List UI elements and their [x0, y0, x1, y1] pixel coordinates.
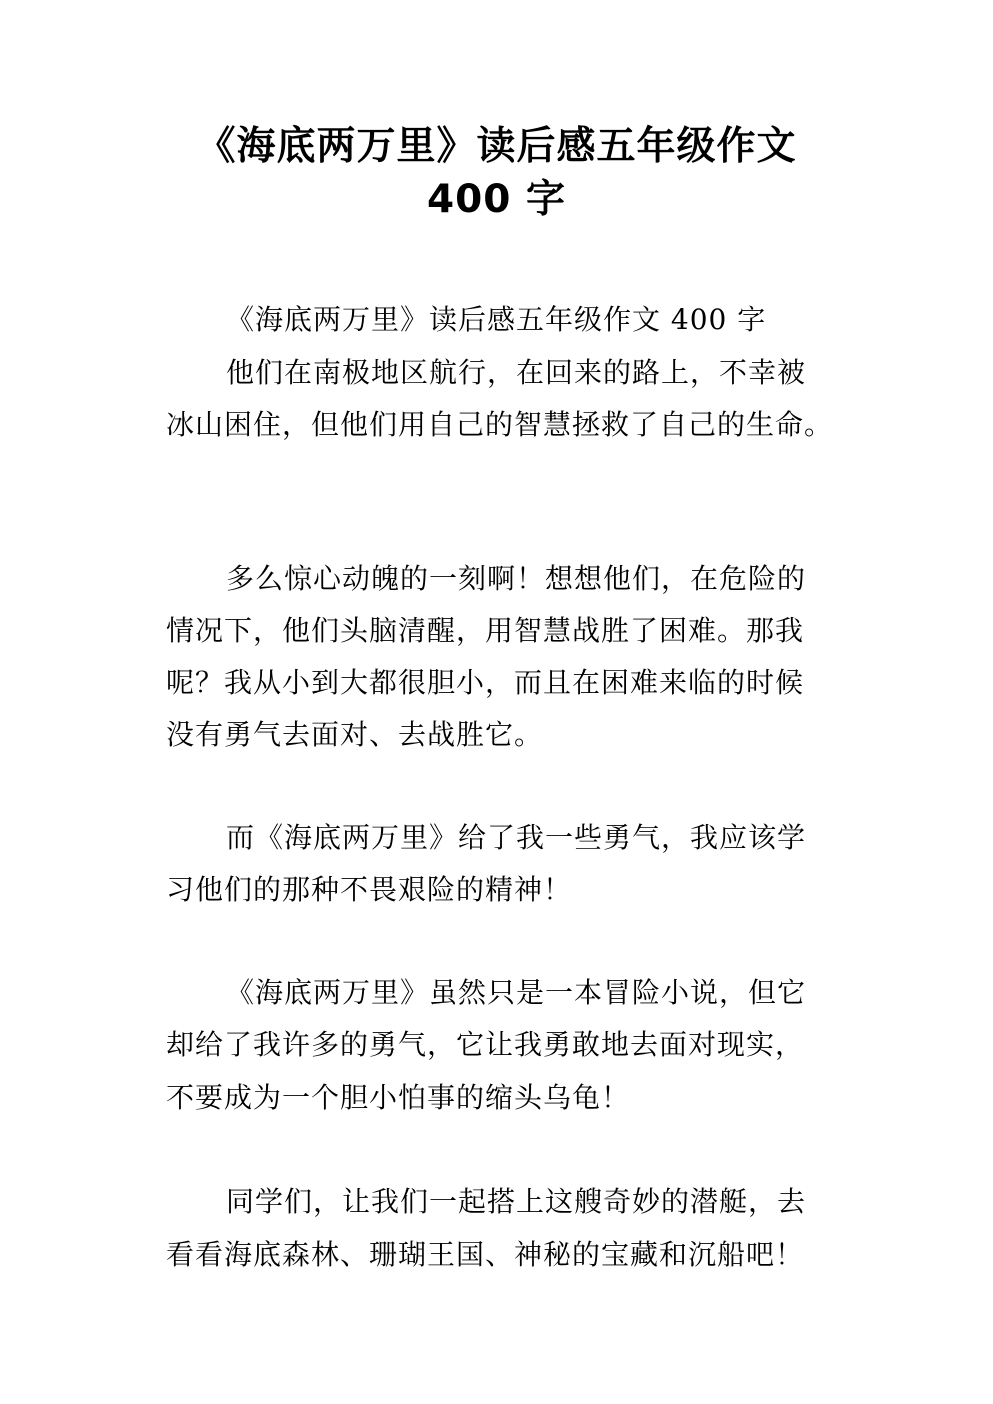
paragraph-3-line-2: 习他们的那种不畏艰险的精神！ — [166, 873, 573, 906]
paragraph-1-line-1: 他们在南极地区航行，在回来的路上，不幸被 — [226, 356, 807, 389]
paragraph-5-line-2: 看看海底森林、珊瑚王国、神秘的宝藏和沉船吧！ — [166, 1238, 805, 1271]
paragraph-2-line-4: 没有勇气去面对、去战胜它。 — [166, 718, 544, 751]
paragraph-2-line-3: 呢？我从小到大都很胆小，而且在困难来临的时候 — [166, 666, 805, 699]
document-title-line-2: 400 字 — [427, 177, 566, 222]
paragraph-1-line-2: 冰山困住，但他们用自己的智慧拯救了自己的生命。 — [166, 408, 834, 441]
paragraph-4-line-1: 《海底两万里》虽然只是一本冒险小说，但它 — [226, 976, 807, 1009]
paragraph-3-line-1: 而《海底两万里》给了我一些勇气，我应该学 — [226, 821, 807, 854]
subtitle-line: 《海底两万里》读后感五年级作文 400 字 — [226, 303, 767, 336]
paragraph-4-line-3: 不要成为一个胆小怕事的缩头乌龟！ — [166, 1081, 631, 1114]
paragraph-5-line-1: 同学们，让我们一起搭上这艘奇妙的潜艇，去 — [226, 1185, 807, 1218]
paragraph-2-line-1: 多么惊心动魄的一刻啊！想想他们，在危险的 — [226, 562, 807, 595]
document-title-line-1: 《海底两万里》读后感五年级作文 — [196, 124, 797, 169]
paragraph-2-line-2: 情况下，他们头脑清醒，用智慧战胜了困难。那我 — [166, 614, 805, 647]
paragraph-4-line-2: 却给了我许多的勇气，它让我勇敢地去面对现实， — [166, 1028, 805, 1061]
